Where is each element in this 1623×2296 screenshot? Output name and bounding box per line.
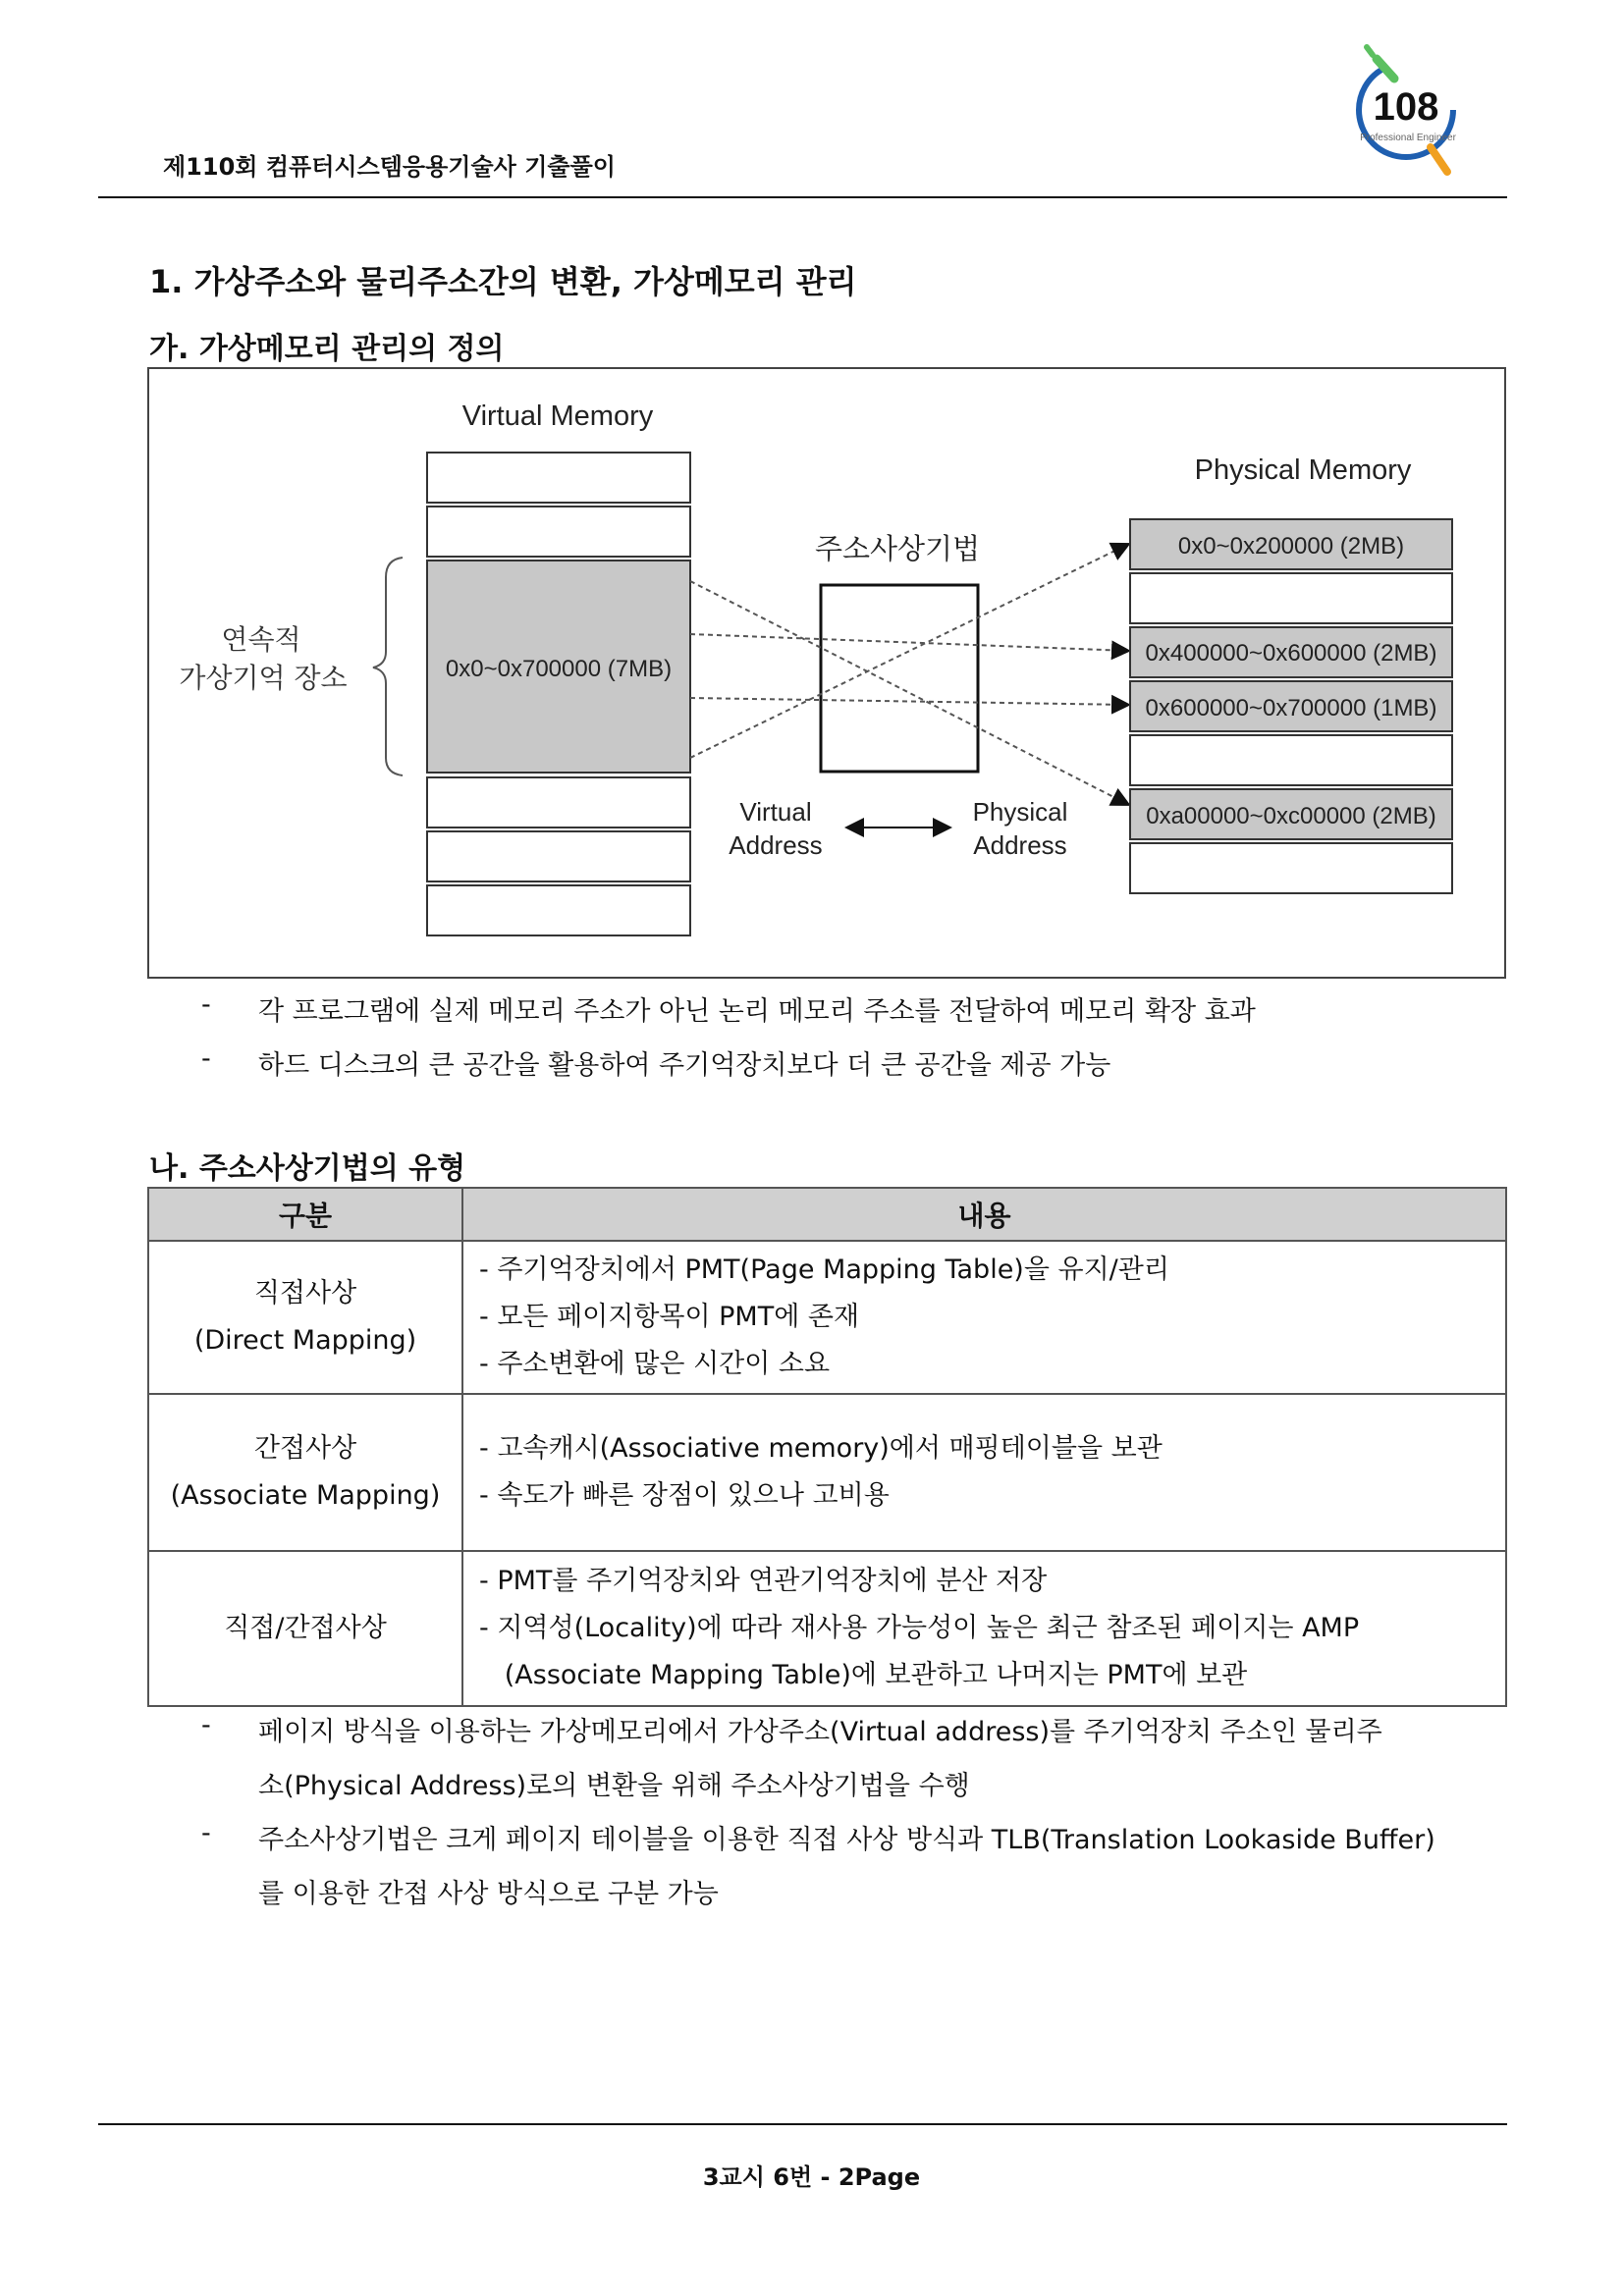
- subsection-b-heading: 나. 주소사상기법의 유형: [149, 1151, 466, 1186]
- table-cell-content: - 고속캐시(Associative memory)에서 매핑테이블을 보관 - 속도가 빠른 장점이 있으나 고비용: [462, 1394, 1506, 1551]
- virtual-block-range: 0x0~0x700000 (7MB): [445, 656, 673, 682]
- mapping-types-table: [147, 1187, 1507, 1707]
- table-cell-content: - 주기억장치에서 PMT(Page Mapping Table)을 유지/관리 - 모든 페이지항목이 PMT에 존재 - 주소변환에 많은 시간이 소요: [462, 1241, 1506, 1394]
- table-cell-content: - PMT를 주기억장치와 연관기억장치에 분산 저장 - 지역성(Locality)에 따라 재사용 가능성이 높은 최근 참조된 페이지는 AMP (Associate Mapping Table)에 보관하고 나머지는 PMT에 보관: [462, 1551, 1506, 1706]
- contiguous-brace: [373, 558, 403, 775]
- table-row: [148, 1551, 1506, 1706]
- physical-memory-label: Physical Memory: [1194, 454, 1412, 486]
- physical-block-range: 0x600000~0x700000 (1MB): [1145, 695, 1437, 721]
- table-header-row: [148, 1188, 1506, 1241]
- section-heading: 1. 가상주소와 물리주소간의 변환, 가상메모리 관리: [149, 263, 857, 300]
- header-divider: [98, 196, 1507, 198]
- table-header-cell: 구분: [148, 1188, 462, 1241]
- virtual-memory-slot: [427, 831, 690, 881]
- table-header-cell: 내용: [462, 1188, 1506, 1241]
- document-header-title: 제110회 컴퓨터시스템응용기술사 기출풀이: [163, 153, 616, 181]
- subsection-a-heading: 가. 가상메모리 관리의 정의: [149, 332, 505, 366]
- physical-block-range: 0xa00000~0xc00000 (2MB): [1146, 803, 1436, 829]
- virtual-memory-label: Virtual Memory: [461, 400, 654, 432]
- table-row: [148, 1394, 1506, 1551]
- virtual-address-label-line1: Virtual: [739, 797, 812, 827]
- physical-address-label-line1: Physical: [972, 797, 1068, 827]
- physical-address-label-line2: Address: [973, 830, 1067, 860]
- pe-108-logo: [1337, 39, 1475, 187]
- physical-memory-slot: [1130, 735, 1452, 785]
- virtual-memory-slot: [427, 507, 690, 557]
- logo-caption: Professional Engineer: [1360, 133, 1456, 143]
- page-footer: 3교시 6번 - 2Page: [702, 2163, 921, 2191]
- virtual-memory-slot: [427, 885, 690, 935]
- mapper-label: 주소사상기법: [814, 532, 981, 565]
- table-cell-type: 직접사상 (Direct Mapping): [148, 1241, 462, 1394]
- virtual-address-label-line2: Address: [729, 830, 823, 860]
- physical-block-range: 0x0~0x200000 (2MB): [1177, 533, 1405, 560]
- table-row: [148, 1241, 1506, 1394]
- virtual-memory-diagram: [147, 367, 1506, 979]
- contiguous-label-line1: 연속적: [221, 623, 301, 656]
- address-mapper-box: [821, 585, 978, 772]
- table-cell-type: 직접/간접사상: [148, 1551, 462, 1706]
- footer-divider: [98, 2123, 1507, 2125]
- logo-number: 108: [1373, 85, 1439, 129]
- table-cell-type: 간접사상 (Associate Mapping): [148, 1394, 462, 1551]
- virtual-memory-slot: [427, 777, 690, 828]
- physical-memory-slot: [1130, 843, 1452, 893]
- contiguous-label-line2: 가상기억 장소: [179, 662, 348, 694]
- physical-block-range: 0x400000~0x600000 (2MB): [1145, 640, 1437, 667]
- virtual-memory-slot: [427, 453, 690, 503]
- physical-memory-slot: [1130, 573, 1452, 623]
